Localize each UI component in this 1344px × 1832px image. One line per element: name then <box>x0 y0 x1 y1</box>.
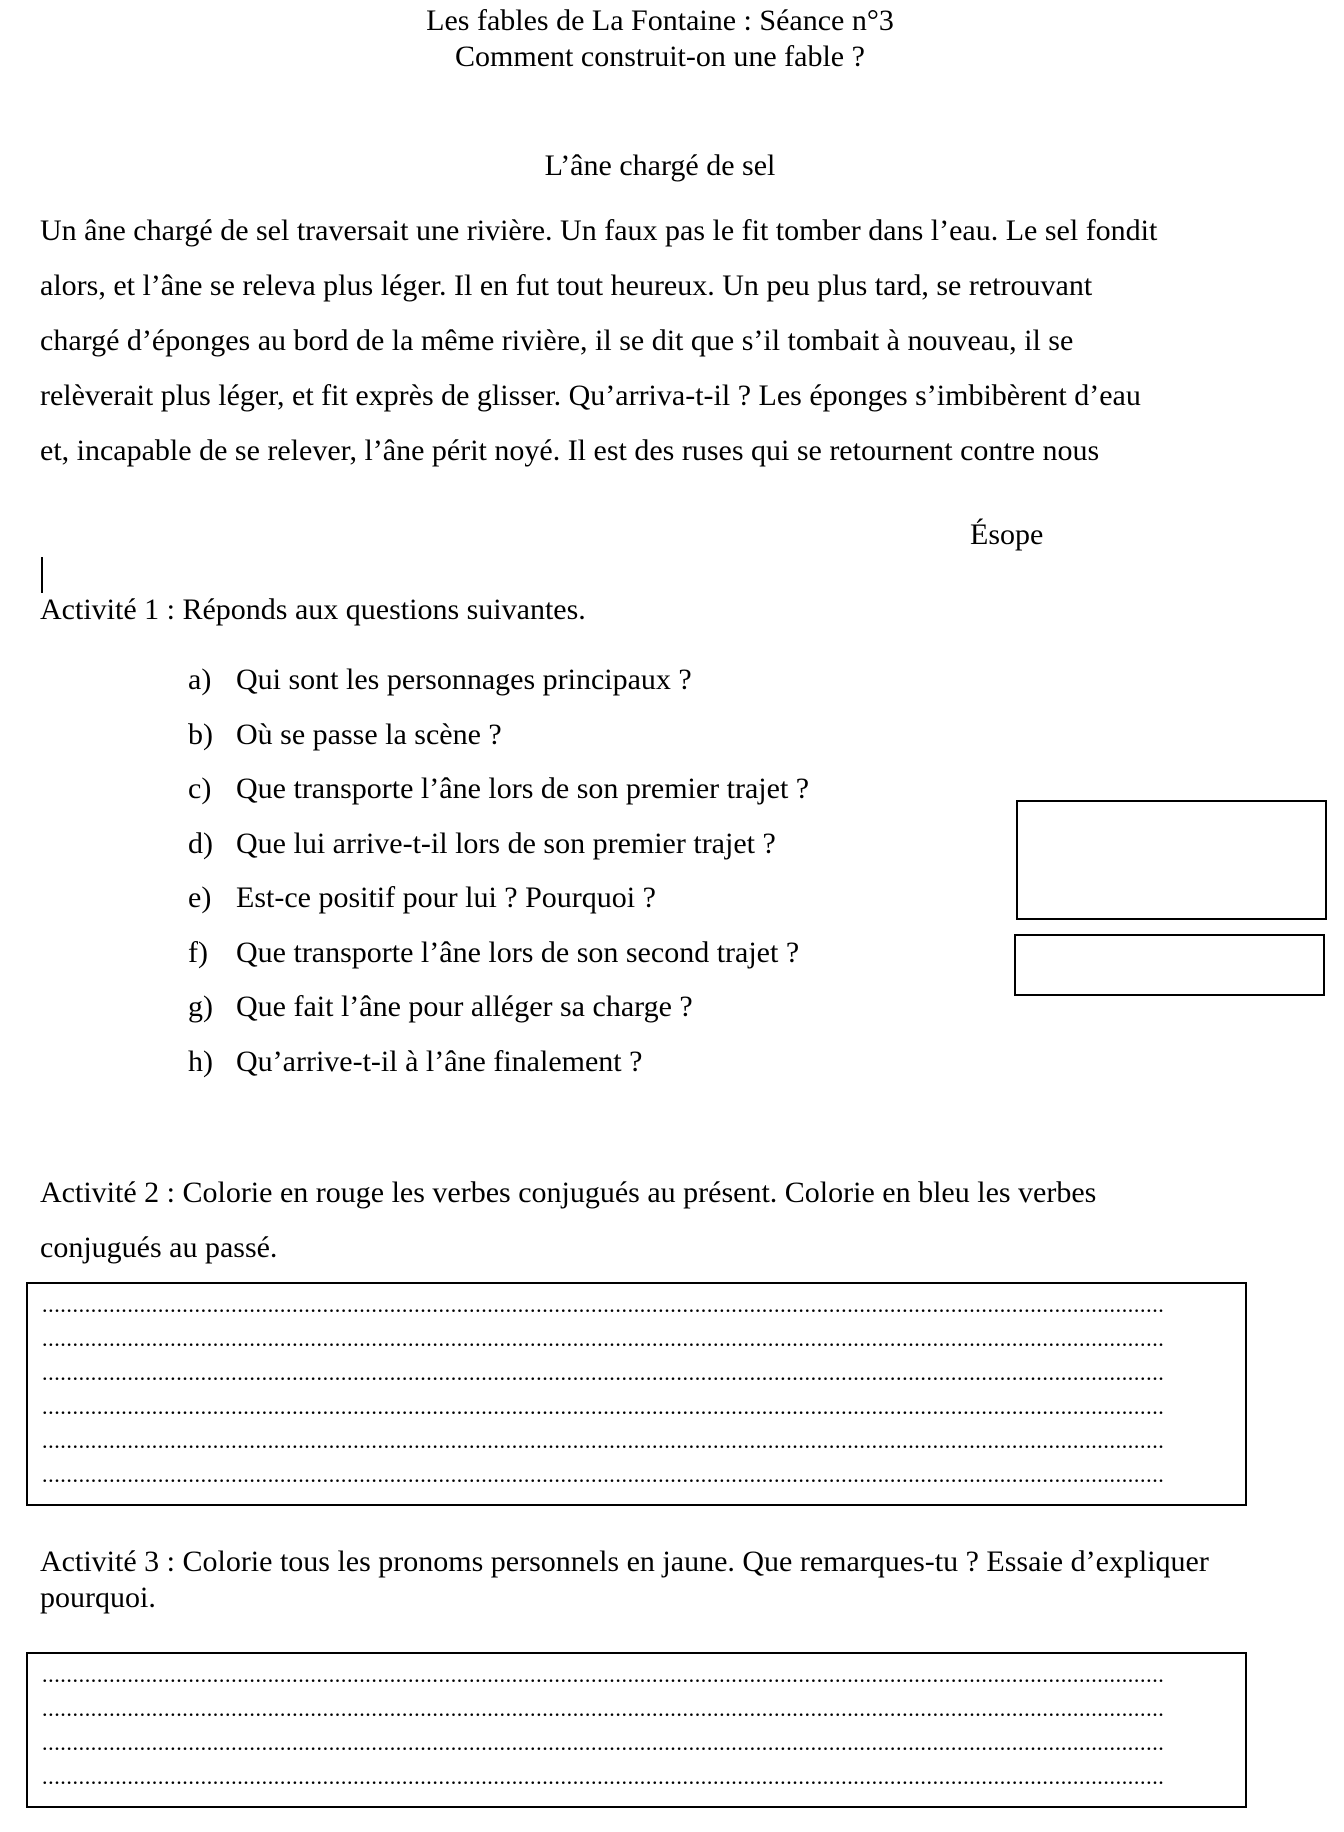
activity-3-instructions: Activité 3 : Colorie tous les pronoms personnels en jaune. Que remarques-tu ? Essaie d’expliquer pourquoi. <box>40 1545 1209 1614</box>
dotted-answer-line[interactable]: ........................................................................................................................................................................................ <box>42 1696 1165 1721</box>
dotted-answer-line[interactable]: ........................................................................................................................................................................................ <box>42 1428 1165 1453</box>
dotted-answer-line[interactable]: ........................................................................................................................................................................................ <box>42 1292 1165 1317</box>
dotted-answer-line[interactable]: ........................................................................................................................................................................................ <box>42 1326 1165 1351</box>
activity-2-line: Activité 2 : Colorie en rouge les verbes conjugués au présent. Colorie en bleu les verbes <box>40 1176 1097 1209</box>
fable-line: relèverait plus léger, et fit exprès de glisser. Qu’arriva-t-il ? Les éponges s’imbibèrent d’eau <box>40 379 1141 412</box>
dotted-answer-line[interactable]: ........................................................................................................................................................................................ <box>42 1662 1165 1687</box>
question-text: Est-ce positif pour lui ? Pourquoi ? <box>236 881 656 914</box>
fable-author: Ésope <box>970 518 1044 551</box>
fable-line: Un âne chargé de sel traversait une rivière. Un faux pas le fit tomber dans l’eau. Le sel fondit <box>40 214 1158 247</box>
question-item <box>188 660 809 715</box>
question-letter: e) <box>188 881 212 914</box>
question-text: Où se passe la scène ? <box>236 717 502 751</box>
question-letter: f) <box>188 935 208 969</box>
activity-2-answer-box[interactable] <box>26 1282 1247 1506</box>
question-item <box>188 987 809 1042</box>
empty-answer-box[interactable] <box>1016 800 1327 920</box>
question-letter: b) <box>188 717 213 751</box>
activity-2-line: conjugués au passé. <box>40 1231 278 1264</box>
question-item <box>188 824 809 879</box>
dotted-answer-line[interactable]: ........................................................................................................................................................................................ <box>42 1764 1165 1789</box>
question-item <box>188 878 809 933</box>
question-text: Qui sont les personnages principaux ? <box>236 663 692 696</box>
activity-3-answer-box[interactable] <box>26 1652 1247 1808</box>
question-text: Que transporte l’âne lors de son second trajet ? <box>236 935 800 969</box>
question-letter: g) <box>188 990 213 1023</box>
question-item <box>188 769 809 824</box>
question-letter: h) <box>188 1044 213 1078</box>
question-item <box>188 1042 809 1097</box>
activity-1-title: Activité 1 : Réponds aux questions suivantes. <box>40 593 586 626</box>
dotted-answer-line[interactable]: ........................................................................................................................................................................................ <box>42 1394 1165 1419</box>
question-letter: d) <box>188 826 213 860</box>
question-letter: a) <box>188 663 212 696</box>
fable-line: et, incapable de se relever, l’âne périt noyé. Il est des ruses qui se retournent contre nous <box>40 434 1100 467</box>
fable-line: alors, et l’âne se releva plus léger. Il en fut tout heureux. Un peu plus tard, se retrouvant <box>40 269 1093 302</box>
question-item <box>188 933 809 988</box>
fable-line: chargé d’éponges au bord de la même rivière, il se dit que s’il tombait à nouveau, il se <box>40 324 1074 357</box>
question-item <box>188 715 809 770</box>
question-text: Que fait l’âne pour alléger sa charge ? <box>236 990 693 1023</box>
question-list <box>188 660 809 1096</box>
text-cursor <box>41 557 43 593</box>
fable-title: L’âne chargé de sel <box>544 149 776 182</box>
worksheet-header-subtitle: Comment construit-on une fable ? <box>455 40 865 73</box>
dotted-answer-line[interactable]: ........................................................................................................................................................................................ <box>42 1360 1165 1385</box>
dotted-answer-line[interactable]: ........................................................................................................................................................................................ <box>42 1462 1165 1487</box>
fable-text <box>40 208 1240 483</box>
question-text: Qu’arrive-t-il à l’âne finalement ? <box>236 1044 643 1078</box>
dotted-answer-line[interactable]: ........................................................................................................................................................................................ <box>42 1730 1165 1755</box>
worksheet-header-title: Les fables de La Fontaine : Séance n°3 <box>426 4 894 37</box>
question-letter: c) <box>188 772 212 805</box>
empty-answer-box[interactable] <box>1014 934 1325 996</box>
activity-2-instructions <box>40 1170 1240 1280</box>
question-text: Que transporte l’âne lors de son premier trajet ? <box>236 772 810 805</box>
question-text: Que lui arrive-t-il lors de son premier trajet ? <box>236 826 776 860</box>
